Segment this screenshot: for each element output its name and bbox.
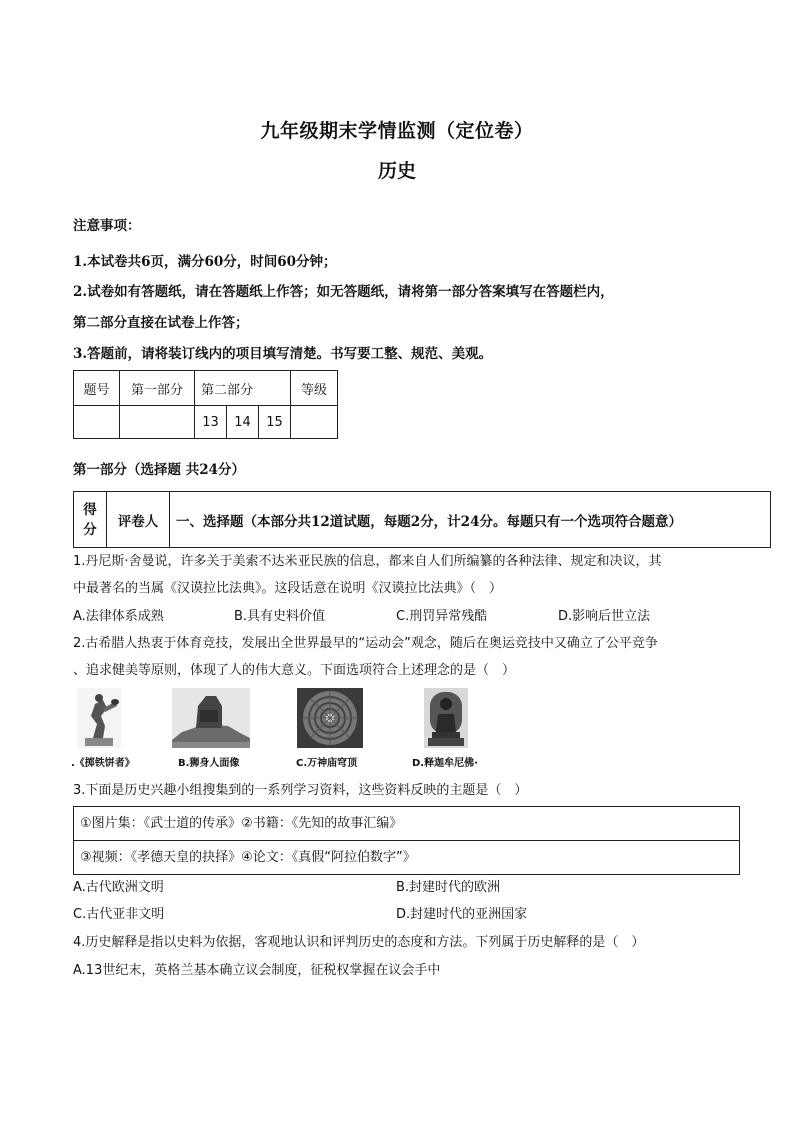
discobolus-image: [77, 688, 121, 748]
score-header-grade: 等级: [291, 371, 338, 406]
q3-materials-row1: ①图片集：《武士道的传承》②书籍：《先知的故事汇编》: [80, 816, 403, 831]
notice-item-2-cont: 第二部分直接在试卷上作答；: [73, 315, 249, 331]
q2-caption-b[interactable]: B.狮身人面像: [178, 758, 240, 769]
grader-table: [73, 491, 771, 548]
q2-caption-a[interactable]: .《掷铁饼者》: [71, 758, 135, 769]
q1-stem-line1: 1.丹尼斯·舍曼说，许多关于美索不达米亚民族的信息，都来自人们所编纂的各种法律、规定和决议，其: [73, 554, 662, 569]
q1-option-b[interactable]: B.具有史料价值: [234, 609, 326, 624]
score-table: [73, 370, 338, 439]
buddha-statue-image: [424, 688, 468, 748]
score-cell-part1[interactable]: [120, 406, 195, 439]
section-instruction: 一、选择题（本部分共12道试题，每题2分，计24分。每题只有一个选项符合题意）: [170, 492, 771, 548]
score-label-top: 得: [83, 501, 97, 518]
q3-option-a[interactable]: A.古代欧洲文明: [73, 880, 164, 895]
pantheon-dome-image: [297, 688, 363, 748]
score-label-bottom: 分: [83, 521, 97, 538]
subject-title: 历史: [377, 160, 416, 182]
score-header-part2: 第二部分: [195, 371, 291, 406]
q2-stem-line1: 2.古希腊人热衷于体育竞技，发展出全世界最早的“运动会”观念，随后在奥运竞技中又确立了公平竞争: [73, 636, 658, 651]
q3-option-d[interactable]: D.封建时代的亚洲国家: [396, 907, 528, 922]
score-item-14: 14: [227, 406, 259, 439]
notice-heading: 注意事项：: [73, 218, 141, 234]
part1-title: 第一部分（选择题 共24分）: [73, 462, 245, 478]
q4-option-a[interactable]: A.13世纪末，英格兰基本确立议会制度，征税权掌握在议会手中: [73, 963, 441, 978]
score-header-number: 题号: [74, 371, 120, 406]
notice-item-1: 1.本试卷共6页，满分60分，时间60分钟；: [73, 254, 337, 270]
q1-option-a[interactable]: A.法律体系成熟: [73, 609, 164, 624]
notice-item-2: 2.试卷如有答题纸，请在答题纸上作答；如无答题纸，请将第一部分答案填写在答题栏内，: [73, 284, 614, 300]
q2-stem-line2: 、追求健美等原则，体现了人的伟大意义。下面选项符合上述理念的是（ ）: [73, 663, 516, 678]
q1-stem-line2: 中最著名的当属《汉谟拉比法典》。这段话意在说明《汉谟拉比法典》（ ）: [73, 581, 503, 596]
q3-materials-box: [73, 806, 740, 875]
q3-materials-row2: ③视频：《孝德天皇的抉择》④论文：《真假“阿拉伯数字”》: [74, 840, 739, 874]
score-item-15: 15: [259, 406, 291, 439]
q1-option-d[interactable]: D.影响后世立法: [558, 609, 651, 624]
q1-option-c[interactable]: C.刑罚异常残酷: [396, 609, 488, 624]
notice-item-3: 3.答题前，请将装订线内的项目填写清楚。书写要工整、规范、美观。: [73, 346, 493, 362]
sphinx-image: [172, 688, 250, 748]
q3-option-b[interactable]: B.封建时代的欧洲: [396, 880, 501, 895]
exam-title: 九年级期末学情监测（定位卷）: [260, 120, 534, 142]
grader-label: 评卷人: [107, 492, 170, 548]
q2-caption-d[interactable]: D.释迦牟尼佛·: [412, 758, 478, 769]
score-header-part1: 第一部分: [120, 371, 195, 406]
q4-stem-line1: 4.历史解释是指以史料为依据，客观地认识和评判历史的态度和方法。下列属于历史解释的是（ ）: [73, 935, 645, 950]
score-label: [74, 492, 107, 548]
q3-option-c[interactable]: C.古代亚非文明: [73, 907, 165, 922]
score-item-13: 13: [195, 406, 227, 439]
q2-caption-c[interactable]: C.万神庙穹顶: [296, 758, 358, 769]
score-cell-grade[interactable]: [291, 406, 338, 439]
q3-stem-line1: 3.下面是历史兴趣小组搜集到的一系列学习资料，这些资料反映的主题是（ ）: [73, 783, 528, 798]
score-cell-number[interactable]: [74, 406, 120, 439]
